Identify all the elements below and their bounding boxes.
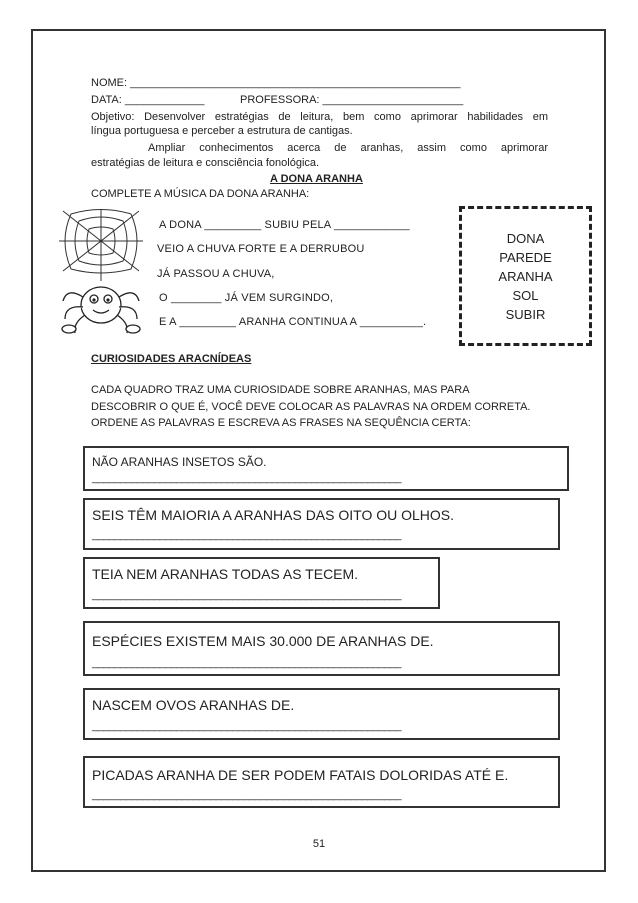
answer-line[interactable]: _______________________________________________________ — [92, 789, 401, 801]
song-line-2: VEIO A CHUVA FORTE E A DERRUBOU — [157, 243, 365, 255]
answer-line[interactable]: _______________________________________________________ — [92, 720, 401, 732]
objective-line-1: Objetivo: Desenvolver estratégias de leitura, bem como aprimorar habilidades em — [91, 111, 548, 123]
page-number: 51 — [312, 838, 326, 850]
date-field[interactable]: DATA: _____________ — [91, 94, 205, 106]
objective-line-3: Ampliar conhecimentos acerca de aranhas, assim como aprimorar — [148, 142, 548, 154]
scrambled-sentence: ESPÉCIES EXISTEM MAIS 30.000 DE ARANHAS DE. — [92, 633, 434, 649]
curiosity-box-5 — [83, 688, 560, 740]
song-line-1: A DONA _________ SUBIU PELA ____________ — [159, 219, 410, 231]
spider-illustration — [59, 209, 145, 337]
curiosities-instruction-1: CADA QUADRO TRAZ UMA CURIOSIDADE SOBRE ARANHAS, MAS PARA — [91, 384, 470, 396]
answer-line[interactable]: _______________________________________________________ — [92, 589, 401, 601]
word-bank-item: PAREDE — [499, 250, 552, 265]
song-title: A DONA ARANHA — [270, 173, 363, 185]
song-line-5: E A _________ ARANHA CONTINUA A __________. — [159, 316, 427, 328]
objective-line-4: estratégias de leitura e consciência fonológica. — [91, 157, 320, 169]
answer-line[interactable]: _______________________________________________________ — [92, 657, 401, 669]
scrambled-sentence: PICADAS ARANHA DE SER PODEM FATAIS DOLORIDAS ATÉ E. — [92, 767, 509, 783]
word-bank-box — [459, 206, 592, 346]
word-bank-item: ARANHA — [498, 269, 553, 284]
scrambled-sentence: NASCEM OVOS ARANHAS DE. — [92, 697, 295, 713]
answer-line[interactable]: _______________________________________________________ — [92, 529, 401, 541]
scrambled-sentence: NÃO ARANHAS INSETOS SÃO. — [92, 455, 267, 469]
curiosities-title: CURIOSIDADES ARACNÍDEAS — [91, 353, 252, 365]
word-bank-item: SOL — [512, 288, 539, 303]
curiosities-instruction-3: ORDENE AS PALAVRAS E ESCREVA AS FRASES NA SEQUÊNCIA CERTA: — [91, 417, 471, 429]
curiosity-box-4 — [83, 621, 560, 676]
song-line-4: O ________ JÁ VEM SURGINDO, — [159, 292, 334, 304]
curiosity-box-2 — [83, 498, 560, 550]
answer-line[interactable]: _______________________________________________________ — [92, 472, 401, 484]
song-instruction: COMPLETE A MÚSICA DA DONA ARANHA: — [91, 188, 310, 200]
objective-line-2: língua portuguesa e perceber a estrutura de cantigas. — [91, 125, 353, 137]
scrambled-sentence: TEIA NEM ARANHAS TODAS AS TECEM. — [92, 566, 359, 582]
scrambled-sentence: SEIS TÊM MAIORIA A ARANHAS DAS OITO OU OLHOS. — [92, 507, 455, 523]
curiosities-instruction-2: DESCOBRIR O QUE É, VOCÊ DEVE COLOCAR AS PALAVRAS NA ORDEM CORRETA. — [91, 401, 531, 413]
curiosity-box-6 — [83, 756, 560, 808]
teacher-field[interactable]: PROFESSORA: _______________________ — [240, 94, 464, 106]
curiosity-box-1 — [83, 446, 569, 491]
curiosity-box-3 — [83, 557, 440, 609]
word-bank-item: SUBIR — [505, 307, 546, 322]
song-line-3: JÁ PASSOU A CHUVA, — [157, 268, 275, 280]
word-bank-item: DONA — [506, 231, 545, 246]
name-field[interactable]: NOME: ______________________________________________________ — [91, 77, 461, 89]
